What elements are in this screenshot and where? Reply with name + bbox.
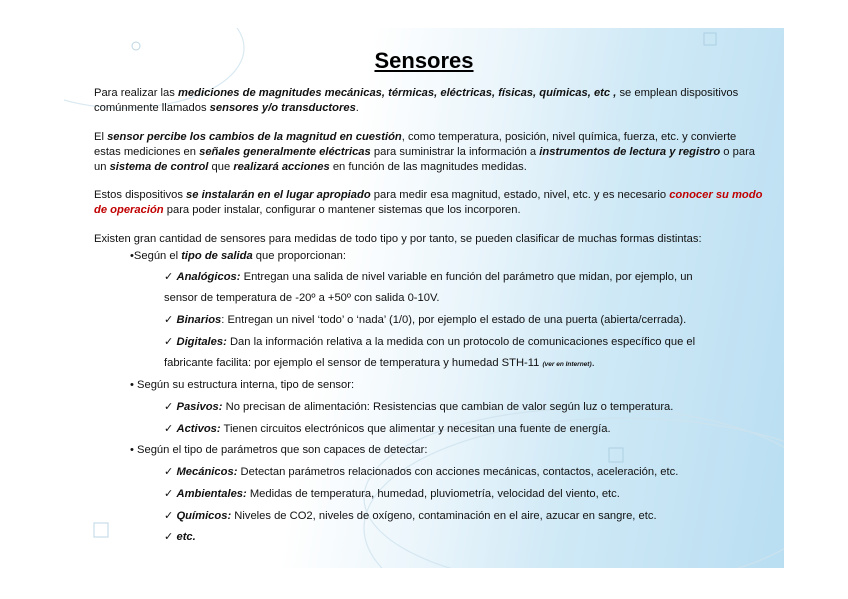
item-text: Niveles de CO2, niveles de oxígeno, contaminación en el aire, azucar en sangre, etc.: [231, 510, 657, 522]
emphasis: sensor percibe los cambios de la magnitud en cuestión: [107, 131, 402, 143]
item-label: Ambientales:: [176, 488, 247, 500]
check-icon: ✓: [164, 510, 177, 522]
check-icon: ✓: [164, 488, 177, 500]
emphasis: instrumentos de lectura y registro: [539, 146, 721, 158]
item-digitales-cont: [164, 356, 595, 372]
group-output-type-heading: [130, 249, 346, 264]
sensor-definition-paragraph: [94, 130, 764, 175]
text: para poder instalar, configurar o mantener sistemas que los incorporen.: [163, 204, 521, 216]
group-parameters-heading: • Según el tipo de parámetros que son capaces de detectar:: [130, 444, 428, 456]
text: o para un: [94, 146, 756, 173]
item-text: Tienen circuitos electrónicos que alimentar y necesitan una fuente de energía.: [220, 423, 611, 435]
emphasis: sistema de control: [109, 161, 209, 173]
classification-intro: Existen gran cantidad de sensores para medidas de todo tipo y por tanto, se pueden clasificar de muchas formas distintas:: [94, 233, 702, 245]
slide-title: Sensores: [374, 48, 474, 73]
item-analogicos-cont: sensor de temperatura de -20º a +50º con salida 0-10V.: [164, 292, 440, 304]
emphasis: realizará acciones: [233, 161, 330, 173]
item-binarios: [164, 313, 686, 328]
item-label: Analógicos:: [176, 271, 241, 283]
text: que: [208, 161, 234, 173]
item-ambientales: [164, 487, 620, 502]
group-structure-heading: • Según su estructura interna, tipo de sensor:: [130, 379, 355, 391]
check-icon: ✓: [164, 314, 177, 326]
item-label: Binarios: [176, 314, 222, 326]
item-label: Químicos:: [176, 510, 232, 522]
emphasis: sensores y/o transductores: [209, 102, 356, 114]
text: se emplean dispositivos comúnmente llamados: [94, 87, 739, 114]
check-icon: ✓: [164, 466, 177, 478]
text: El: [94, 131, 108, 143]
item-label: Digitales:: [176, 336, 227, 348]
item-pasivos: [164, 400, 673, 415]
item-quimicos: [164, 509, 657, 524]
text: para suministrar la información a: [370, 146, 540, 158]
check-icon: ✓: [164, 336, 177, 348]
item-etc: [164, 530, 196, 545]
text: en función de las magnitudes medidas.: [329, 161, 527, 173]
check-icon: ✓: [164, 423, 177, 435]
check-icon: ✓: [164, 531, 177, 543]
text: Para realizar las: [94, 87, 178, 99]
check-icon: ✓: [164, 271, 177, 283]
item-mecanicos: [164, 465, 678, 480]
emphasis: mediciones de magnitudes mecánicas, térmicas, eléctricas, físicas, químicas, etc ,: [177, 87, 617, 99]
item-text: Detectan parámetros relacionados con acciones mecánicas, contactos, aceleración, etc.: [237, 466, 679, 478]
text: para medir esa magnitud, estado, nivel, etc. y es necesario: [370, 189, 670, 201]
highlight-red: conocer su modo de operación: [94, 189, 763, 216]
text: .: [355, 102, 359, 114]
item-digitales: [164, 335, 695, 350]
item-label: etc.: [176, 531, 196, 543]
intro-paragraph: [94, 86, 764, 116]
text: •Según el: [130, 250, 182, 262]
item-text: No precisan de alimentación: Resistencias que cambian de valor según luz o temperatura.: [222, 401, 674, 413]
installation-paragraph: [94, 188, 764, 218]
emphasis: tipo de salida: [181, 250, 253, 262]
text: fabricante facilita: por ejemplo el sensor de temperatura y humedad STH-11: [164, 357, 543, 369]
item-label: Activos:: [176, 423, 221, 435]
text: .: [591, 357, 595, 369]
emphasis: señales generalmente eléctricas: [199, 146, 371, 158]
text: Estos dispositivos: [94, 189, 187, 201]
text: , como temperatura, posición, nivel química, fuerza, etc. y convierte estas mediciones en: [94, 131, 737, 158]
text: que proporcionan:: [252, 250, 346, 262]
slide-content: [64, 28, 784, 568]
item-text: Medidas de temperatura, humedad, pluviometría, velocidad del viento, etc.: [246, 488, 620, 500]
slide: [64, 28, 784, 568]
item-text: Entregan una salida de nivel variable en función del parámetro que midan, por ejemplo, un: [240, 271, 693, 283]
item-text: : Entregan un nivel ‘todo’ o ‘nada’ (1/0), por ejemplo el estado de una puerta (abierta/cerrada).: [221, 314, 687, 326]
item-activos: [164, 422, 611, 437]
check-icon: ✓: [164, 401, 177, 413]
item-analogicos: [164, 270, 693, 285]
emphasis: se instalarán en el lugar apropiado: [186, 189, 371, 201]
item-text: Dan la información relativa a la medida con un protocolo de comunicaciones específico que el: [226, 336, 696, 348]
item-label: Mecánicos:: [176, 466, 238, 478]
internet-note: (ver en Internet): [542, 361, 592, 368]
item-label: Pasivos:: [176, 401, 223, 413]
